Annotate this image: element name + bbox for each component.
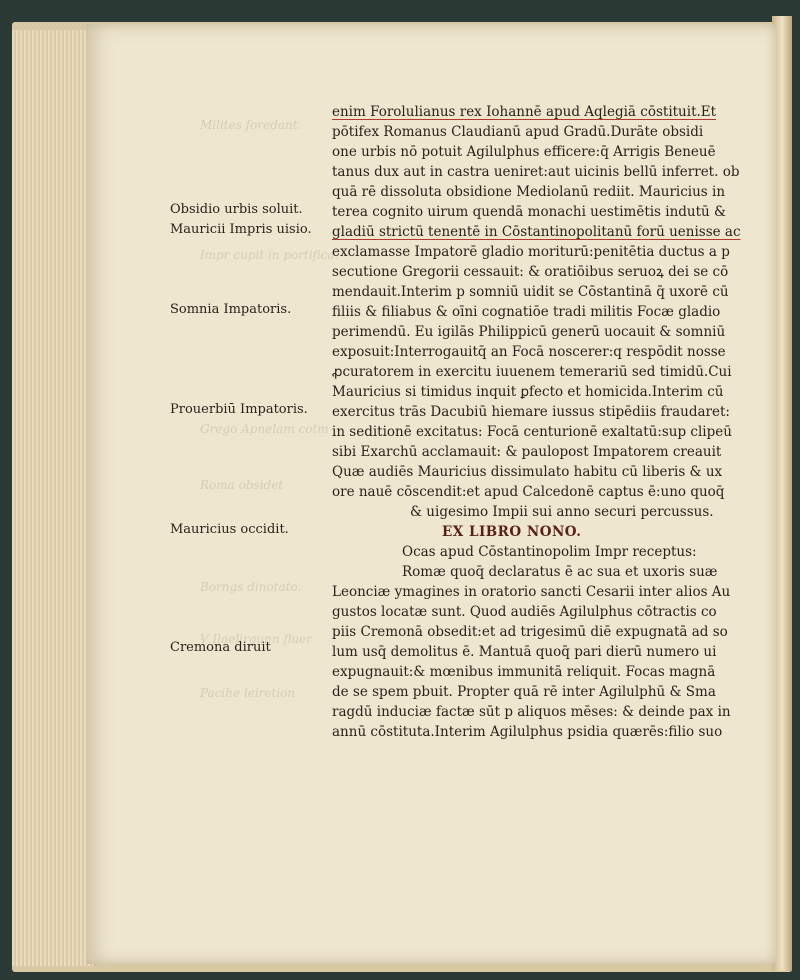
margin-note: Mauricius occidit.: [170, 522, 289, 537]
text-line: exercitus trās Dacubiū hiemare iussus stipēdiis fraudaret:: [332, 404, 730, 420]
text-line: expugnauit:& mœnibus immunitā reliquit. Focas magnā: [332, 664, 716, 680]
bleed-through-text: Borngs dinotato.: [200, 580, 302, 594]
text-line: & uigesimo Impii sui anno securi percussus.: [410, 504, 714, 520]
margin-note: Obsidio urbis soluit.: [170, 202, 303, 217]
text-line: perimendū. Eu igilās Philippicū generū uocauit & somniū: [332, 324, 726, 340]
margin-note: Mauricii Impris uisio.: [170, 222, 312, 237]
text-line: Romæ quoq̄ declaratus ē ac sua et uxoris suæ: [402, 564, 718, 580]
text-line: filiis & filiabus & oīni cognatiōe tradi militis Focæ gladio: [332, 304, 721, 320]
text-line: Ocas apud Cōstantinopolim Impr receptus:: [402, 544, 697, 560]
text-line: de se spem pbuit. Propter quā rē inter Agilulphū & Sma: [332, 684, 716, 700]
text-line: one urbis nō potuit Agilulphus efficere:q̄ Arrigis Beneuē: [332, 144, 716, 160]
text-line: gustos locatæ sunt. Quod audiēs Agilulphus cōtractis co: [332, 604, 717, 620]
bleed-through-text: Milites foredant.: [200, 118, 302, 132]
text-line: piis Cremonā obsedit:et ad trigesimū diē expugnatā ad so: [332, 624, 728, 640]
text-line: gladiū strictū tenentē in Cōstantinopolitanū forū uenisse ac: [332, 224, 741, 240]
text-line: in seditionē excitatus: Focā centurionē exaltatū:sup clipeū: [332, 424, 732, 440]
text-line: Quæ audiēs Mauricius dissimulato habitu cū liberis & ux: [332, 464, 723, 480]
text-line: sibi Exarchū acclamauit: & paulopost Impatorem creauit: [332, 444, 722, 460]
bleed-through-text: V Ilaelirgunn fluer: [200, 632, 312, 646]
main-text-block: [332, 102, 741, 742]
margin-note: Prouerbiū Impatoris.: [170, 402, 308, 417]
text-line: mendauit.Interim p somniū uidit se Cōstantinā q̄ uxorē cū: [332, 284, 729, 300]
margin-note: Cremona diruit: [170, 640, 271, 655]
page-edges: [12, 30, 95, 966]
margin-note: Somnia Impatoris.: [170, 302, 292, 317]
bleed-through-text: Roma obsidet: [200, 478, 284, 492]
text-line: quā rē dissoluta obsidione Mediolanū rediit. Mauricius in: [332, 184, 726, 200]
text-line: lum usq̄ demolitus ē. Mantuā quoq̄ pari dierū numero ui: [332, 644, 717, 660]
text-line: ragdū induciæ factæ sūt p aliquos mēses: & deinde pax in: [332, 704, 731, 720]
bleed-through-text: Pacihe leiretion: [200, 686, 296, 700]
text-line: ꝓcuratorem in exercitu iuuenem temerariū sed timidū.Cui: [332, 364, 732, 380]
text-line: secutione Gregorii cessauit: & oratiōibus seruoꝝ dei se cō: [332, 264, 729, 280]
text-line: enim Forolulianus rex Iohannē apud Aqlegiā cōstituit.Et: [332, 104, 717, 120]
text-line: tanus dux aut in castra ueniret:aut uicinis bellū inferret. ob: [332, 164, 740, 180]
text-line: pōtifex Romanus Claudianū apud Gradū.Durāte obsidi: [332, 124, 704, 140]
text-line: Mauricius si timidus inquit ꝑfecto et homicida.Interim cū: [332, 384, 724, 400]
text-line: exclamasse Impatorē gladio moriturū:penitētia ductus a p: [332, 244, 730, 260]
text-line: Leonciæ ymagines in oratorio sancti Cesarii inter alios Au: [332, 584, 731, 600]
text-line: ore nauē cōscendit:et apud Calcedonē captus ē:uno quoq̄: [332, 484, 725, 500]
text-line: terea cognito uirum quendā monachi uestimētis indutū &: [332, 204, 727, 220]
section-heading: EX LIBRO NONO.: [442, 524, 582, 540]
text-line: annū cōstituta.Interim Agilulphus psidia quærēs:filio suo: [332, 724, 723, 740]
bleed-through-text: Impr cupit in portifica.: [200, 248, 339, 262]
bleed-through-text: Grego Apnelam cotm: [200, 422, 329, 436]
text-line: exposuit:Interrogauitq̄ an Focā noscerer:q respōdit nosse: [332, 344, 726, 360]
